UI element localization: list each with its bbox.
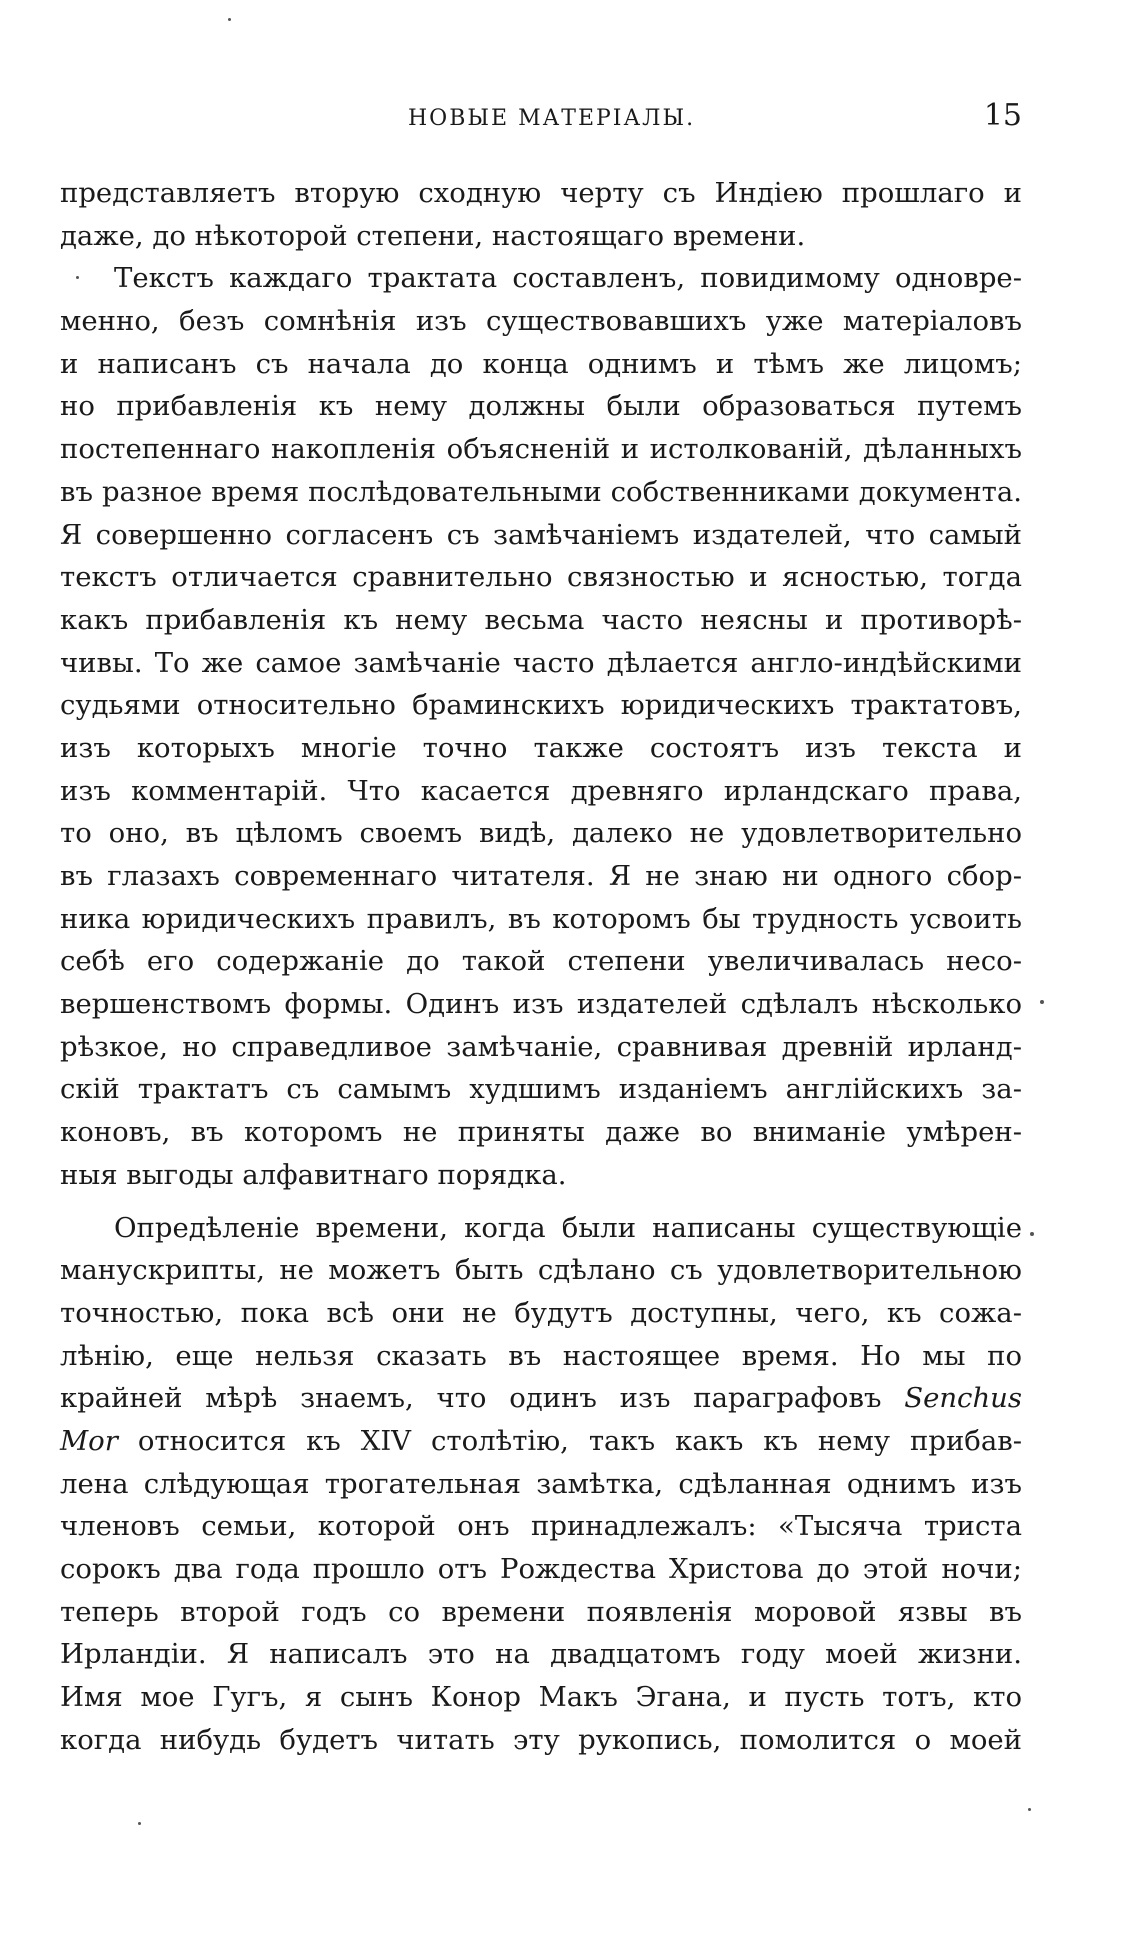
text-line: ника юридическихъ правилъ, въ которомъ бы трудность усвоить (60, 902, 1022, 935)
text-line: изъ которыхъ многіе точно также состоятъ изъ текста и (60, 731, 1022, 764)
scan-speck (228, 18, 231, 21)
text-line: то оно, въ цѣломъ своемъ видѣ, далеко не удовлетворительно (60, 817, 1022, 850)
text-line: ныя выгоды алфавитнаго порядка. (60, 1158, 567, 1191)
text-line: когда нибудь будетъ читать эту рукопись, помолится о моей (60, 1723, 1022, 1756)
text-line: Ирландіи. Я написалъ это на двадцатомъ году моей жизни. (60, 1638, 1022, 1671)
text-line: какъ прибавленія къ нему весьма часто неясны и противорѣ- (60, 603, 1022, 636)
text-line: сорокъ два года прошло отъ Рождества Христова до этой ночи; (60, 1553, 1022, 1585)
scan-speck (138, 1822, 141, 1825)
text-line-with-italic (60, 1377, 1022, 1420)
italic-term: Mor (60, 1424, 118, 1457)
page-header (60, 98, 1022, 138)
running-title: НОВЫЕ МАТЕРІАЛЫ. (408, 106, 696, 131)
text-line: Текстъ каждаго трактата составленъ, повидимому одновре- (114, 262, 1022, 295)
text-line: рѣзкое, но справедливое замѣчаніе, сравнивая древній ирланд- (60, 1030, 1022, 1063)
scan-speck (1028, 1808, 1031, 1811)
paragraph-gap (60, 1197, 1022, 1207)
scan-speck (76, 276, 79, 279)
text-line: себѣ его содержаніе до такой степени увеличивалась несо- (60, 945, 1022, 978)
text-line: даже, до нѣкоторой степени, настоящаго времени. (60, 219, 806, 252)
text-line: въ глазахъ современнаго читателя. Я не знаю ни одного сбор- (60, 860, 1022, 892)
text-line: скій трактатъ съ самымъ худшимъ изданіемъ англійскихъ за- (60, 1073, 1022, 1106)
text-line: манускрипты, не можетъ быть сдѣлано съ удовлетворительною (60, 1254, 1022, 1287)
text-line-with-italic (60, 1420, 1022, 1463)
text-line: текстъ отличается сравнительно связностью и ясностью, тогда (60, 561, 1022, 594)
text-line: Я совершенно согласенъ съ замѣчаніемъ издателей, что самый (60, 518, 1022, 551)
text-line: Имя мое Гугъ, я сынъ Конор Макъ Эгана, и пусть тотъ, кто (60, 1681, 1022, 1714)
text-line: въ разное время послѣдовательными собственниками документа. (60, 475, 1022, 508)
text-line: лена слѣдующая трогательная замѣтка, сдѣланная однимъ изъ (60, 1467, 1022, 1500)
text-line: менно, безъ сомнѣнія изъ существовавшихъ уже матеріаловъ (60, 305, 1022, 338)
text-line: членовъ семьи, которой онъ принадлежалъ: «Тысяча триста (60, 1510, 1022, 1543)
text-line: точностью, пока всѣ они не будутъ доступны, чего, къ сожа- (60, 1296, 1022, 1329)
text-line: теперь второй годъ со времени появленія моровой язвы въ (60, 1595, 1022, 1628)
text-line: коновъ, въ которомъ не приняты даже во вниманіе умѣрен- (60, 1116, 1022, 1149)
text-line: изъ комментарій. Что касается древняго ирландскаго права, (60, 774, 1022, 807)
text-line: Опредѣленіе времени, когда были написаны существующіе (114, 1211, 1022, 1244)
text-fragment: крайней мѣрѣ знаемъ, что одинъ изъ параграфовъ (60, 1382, 882, 1415)
text-line: чивы. То же самое замѣчаніе часто дѣлается англо-индѣйскими (60, 646, 1022, 679)
page-number: 15 (983, 98, 1022, 133)
text-fragment: относится къ XIV столѣтію, такъ какъ къ нему прибав- (137, 1424, 1022, 1457)
text-line: и написанъ съ начала до конца однимъ и тѣмъ же лицомъ; (60, 347, 1022, 380)
text-line: судьями относительно браминскихъ юридическихъ трактатовъ, (60, 689, 1022, 722)
text-line: но прибавленія къ нему должны были образоваться путемъ (60, 390, 1022, 423)
text-line: вершенствомъ формы. Одинъ изъ издателей сдѣлалъ нѣсколько (60, 988, 1022, 1021)
scan-speck (1040, 1000, 1044, 1004)
body-text (60, 172, 1022, 1761)
scan-speck (1030, 1232, 1034, 1236)
text-line: постепеннаго накопленія объясненій и истолкованій, дѣланныхъ (60, 433, 1022, 466)
text-line: представляетъ вторую сходную черту съ Индіею прошлаго и (60, 177, 1022, 209)
italic-term: Senchus (904, 1382, 1022, 1415)
text-line: лѣнію, еще нельзя сказать въ настоящее время. Но мы по (60, 1339, 1022, 1372)
